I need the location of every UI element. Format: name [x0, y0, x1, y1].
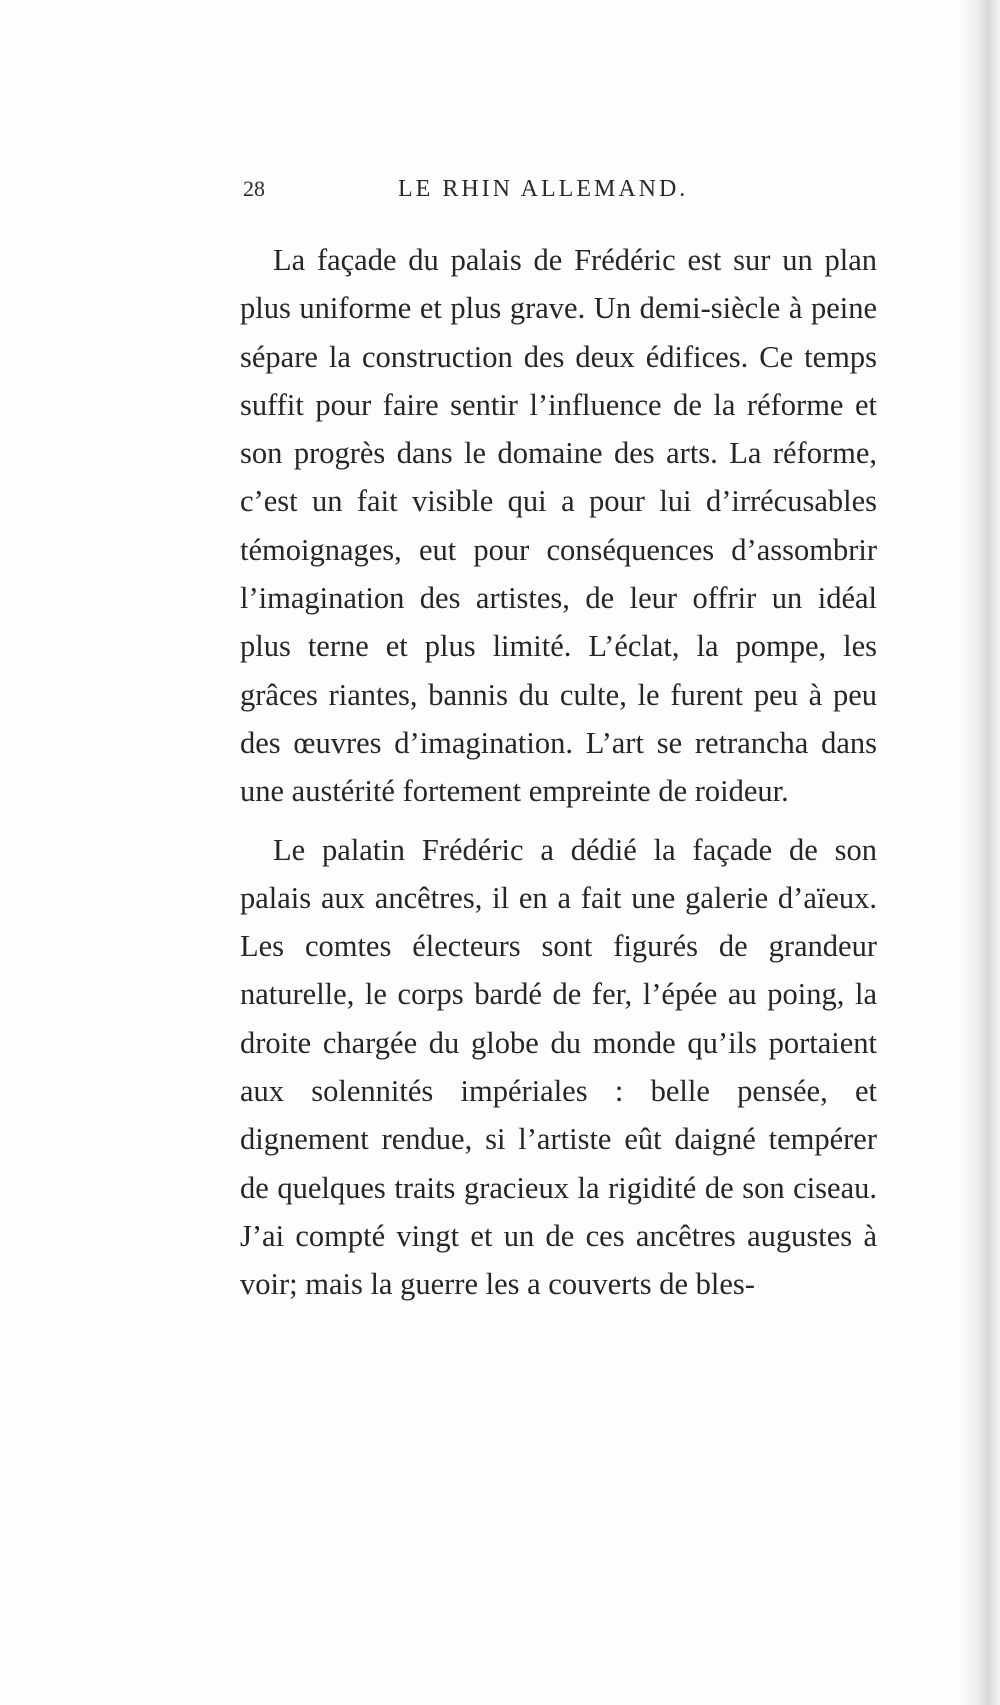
- page-number: 28: [243, 176, 265, 201]
- page-edge-shadow: [960, 0, 1000, 1705]
- running-head: [243, 176, 773, 210]
- running-title: LE RHIN ALLEMAND.: [398, 176, 689, 202]
- body-text: [240, 236, 877, 1309]
- paragraph-1: La façade du palais de Frédéric est sur un plan plus uniforme et plus grave. Un demi-siècle à peine sépare la construction des deux édifices. Ce temps suffit pour faire sentir l’influence de la réforme et son progrès dans le domaine des arts. La réforme, c’est un fait visible qui a pour lui d’irrécusables témoignages, eut pour conséquences d’assombrir l’imagination des artistes, de leur offrir un idéal plus terne et plus limité. L’éclat, la pompe, les grâces riantes, bannis du culte, le furent peu à peu des œuvres d’imagination. L’art se retrancha dans une austérité fortement empreinte de roideur.: [240, 243, 877, 809]
- paragraph-2: Le palatin Frédéric a dédié la façade de son palais aux ancêtres, il en a fait une galerie d’aïeux. Les comtes électeurs sont figurés de grandeur naturelle, le corps bardé de fer, l’épée au poing, la droite chargée du globe du monde qu’ils portaient aux solennités impériales : belle pensée, et dignement rendue, si l’artiste eût daigné tempérer de quelques traits gracieux la rigidité de son ciseau. J’ai compté vingt et un de ces ancêtres augustes à voir; mais la guerre les a couverts de bles-: [240, 832, 877, 1302]
